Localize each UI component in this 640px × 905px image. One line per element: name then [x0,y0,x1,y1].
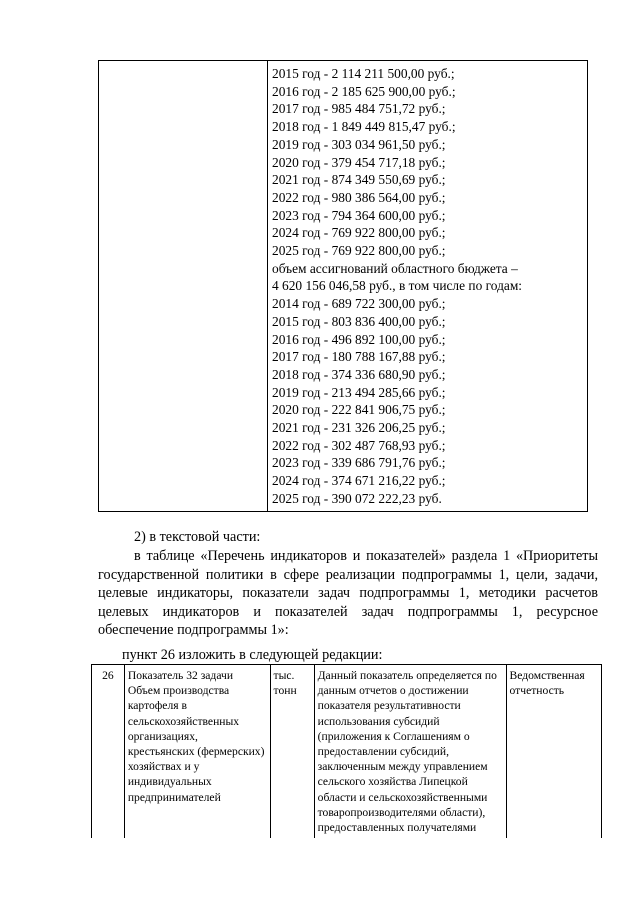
budget-line: объем ассигнований областного бюджета – [272,260,518,276]
paragraph-textual-part: 2) в текстовой части: [134,529,261,545]
indicator-description: Данный показатель определяется по данным отчетов о достижении показателя результативности использования субсидий (приложения к Соглашениям о предоставлении субсидий, заключенным между управлением сельского хозяйства Липецкой области и сельскохозяйственными товаропроизводителями области), предоставленных получателями [314,665,506,839]
budget-line: 2018 год - 374 336 680,90 руб.; [272,366,446,382]
budget-line: 2022 год - 980 386 564,00 руб.; [272,189,446,205]
paragraph-table-reference: в таблице «Перечень индикаторов и показателей» раздела 1 «Приоритеты государственной политики в сфере реализации подпрограммы 1, цели, задачи, целевые индикаторы, показатели задач подпрограммы 1, методики расчетов целевых индикаторов и показателей задач подпрограммы 1, ресурсное обеспечение подпрограммы 1»: [98,548,598,638]
indicator-unit: тыс. тонн [270,665,314,839]
budget-line: 2020 год - 379 454 717,18 руб.; [272,154,446,170]
budget-line: 2014 год - 689 722 300,00 руб.; [272,296,446,312]
budget-table [98,60,588,512]
budget-line: 2019 год - 213 494 285,66 руб.; [272,384,446,400]
budget-line: 2017 год - 985 484 751,72 руб.; [272,101,446,117]
budget-line: 2023 год - 339 686 791,76 руб.; [272,455,446,471]
indicator-name: Показатель 32 задачи Объем производства картофеля в сельскохозяйственных организациях, крестьянских (фермерских) хозяйствах и у индивидуальных предпринимателей [124,665,270,839]
budget-line: 2016 год - 496 892 100,00 руб.; [272,331,446,347]
budget-line: 2022 год - 302 487 768,93 руб.; [272,437,446,453]
budget-line: 2019 год - 303 034 961,50 руб.; [272,136,446,152]
budget-line: 2021 год - 231 326 206,25 руб.; [272,420,446,436]
budget-line: 2024 год - 374 671 216,22 руб.; [272,473,446,489]
budget-line: 2021 год - 874 349 550,69 руб.; [272,172,446,188]
budget-line: 2017 год - 180 788 167,88 руб.; [272,349,446,365]
budget-line: 2024 год - 769 922 800,00 руб.; [272,225,446,241]
budget-table-label-cell [99,61,268,512]
table-row [92,665,602,839]
budget-line: 2018 год - 1 849 449 815,47 руб.; [272,119,456,135]
budget-table-values-cell [268,61,588,512]
paragraph-item-26: пункт 26 изложить в следующей редакции: [122,647,383,663]
indicator-table [91,664,602,838]
budget-line: 2015 год - 803 836 400,00 руб.; [272,313,446,329]
budget-line: 2016 год - 2 185 625 900,00 руб.; [272,83,456,99]
budget-line: 2025 год - 769 922 800,00 руб.; [272,243,446,259]
budget-line: 4 620 156 046,58 руб., в том числе по годам: [272,278,523,294]
budget-line: 2015 год - 2 114 211 500,00 руб.; [272,66,455,81]
budget-line: 2025 год - 390 072 222,23 руб. [272,490,442,506]
budget-line: 2023 год - 794 364 600,00 руб.; [272,207,446,223]
indicator-source: Ведомственная отчетность [506,665,601,839]
budget-line: 2020 год - 222 841 906,75 руб.; [272,402,446,418]
indicator-number: 26 [92,665,125,839]
